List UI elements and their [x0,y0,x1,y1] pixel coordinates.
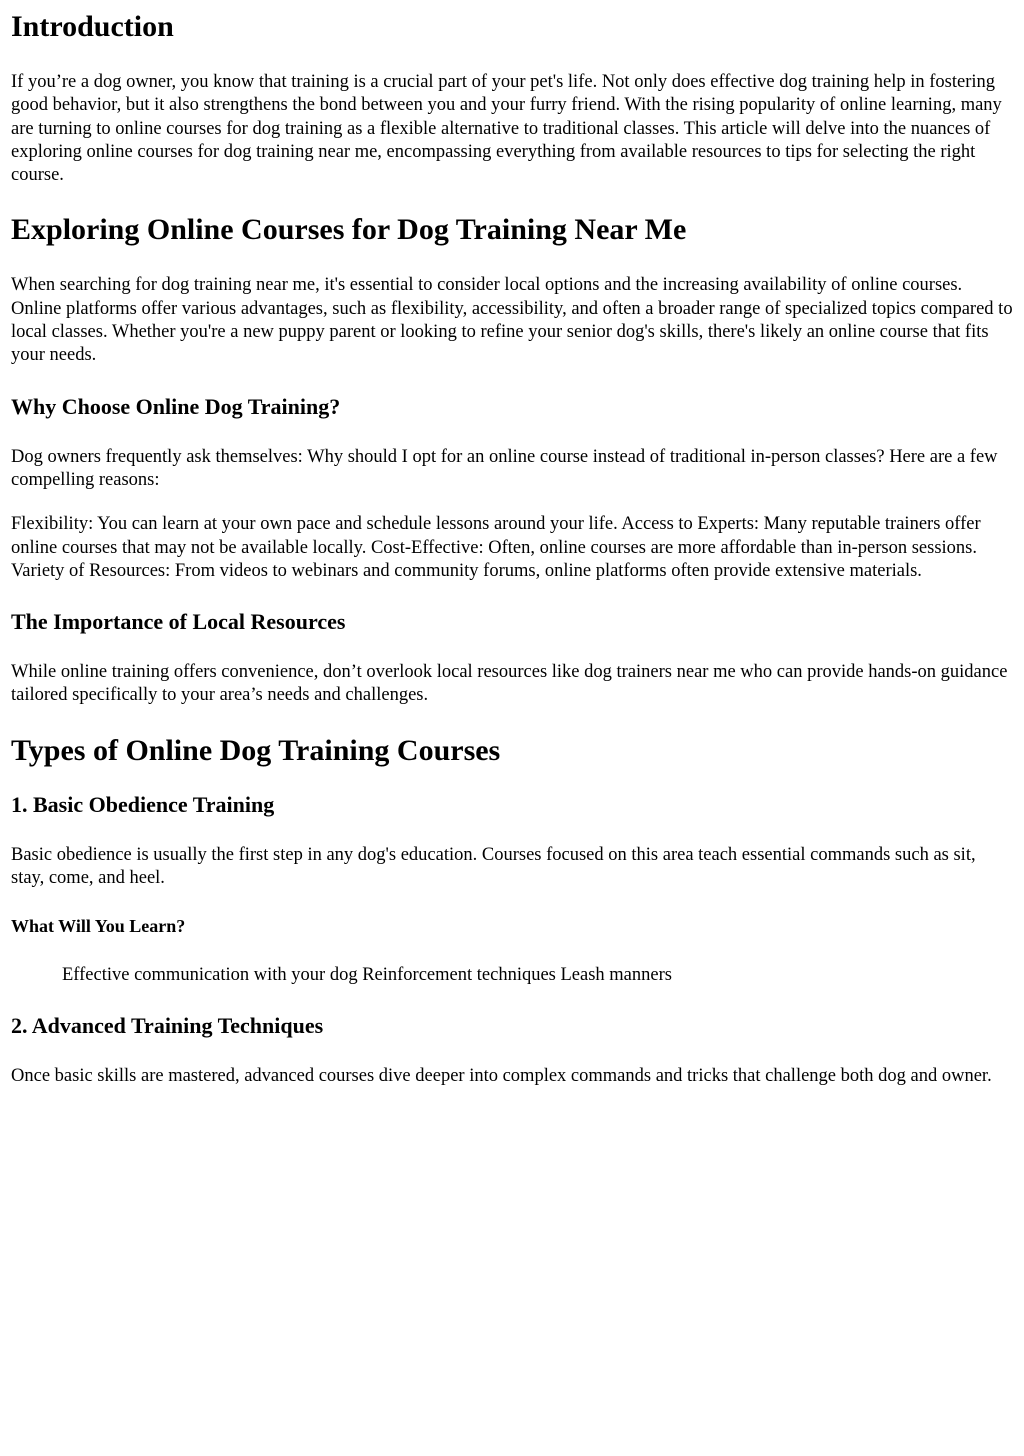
why-choose-paragraph-2: Flexibility: You can learn at your own pace and schedule lessons around your life. Access to Experts: Many reputable trainers offer online courses that may not be available locally. Cost-Effective: Often, online courses are more affordable than in-person sessions. Variety of Resources: From videos to webinars and community forums, online platforms often provide extensive materials. [11,514,981,581]
local-resources-paragraph: While online training offers convenience, don’t overlook local resources like dog trainers near me who can provide hands-on guidance tailored specifically to your area’s needs and challenges. [11,662,1008,706]
advanced-techniques-paragraph: Once basic skills are mastered, advanced courses dive deeper into complex commands and tricks that challenge both dog and owner. [11,1066,992,1087]
local-resources-heading: The Importance of Local Resources [11,609,346,635]
article [0,10,1024,1089]
exploring-heading: Exploring Online Courses for Dog Training Near Me [11,213,687,247]
introduction-paragraph: If you’re a dog owner, you know that training is a crucial part of your pet's life. Not only does effective dog training help in fostering good behavior, but it also strengthens the bond between you and your furry friend. With the rising popularity of online learning, many are turning to online courses for dog training as a flexible alternative to traditional classes. This article will delve into the nuances of exploring online courses for dog training near me, encompassing everything from available resources to tips for selecting the right course. [11,72,1002,186]
why-choose-paragraph-1: Dog owners frequently ask themselves: Why should I opt for an online course instead of traditional in-person classes? Here are a few compelling reasons: [11,446,998,490]
why-choose-heading: Why Choose Online Dog Training? [11,393,341,419]
basic-obedience-paragraph: Basic obedience is usually the first step in any dog's education. Courses focused on this area teach essential commands such as sit, stay, come, and heel. [11,844,976,889]
introduction-heading: Introduction [11,10,174,43]
exploring-paragraph: When searching for dog training near me, it's essential to consider local options and the increasing availability of online courses. Online platforms offer various advantages, such as flexibility, accessibility, and often a broader range of specialized topics compared to local classes. Whether you're a new puppy parent or looking to refine your senior dog's skills, there's likely an online course that fits your needs. [11,275,1013,366]
learn-list: Effective communication with your dog Reinforcement techniques Leash manners [62,965,672,986]
what-will-you-learn-heading: What Will You Learn? [11,916,186,937]
basic-obedience-heading: 1. Basic Obedience Training [11,791,275,817]
types-heading: Types of Online Dog Training Courses [11,733,501,767]
advanced-techniques-heading: 2. Advanced Training Techniques [11,1013,324,1039]
